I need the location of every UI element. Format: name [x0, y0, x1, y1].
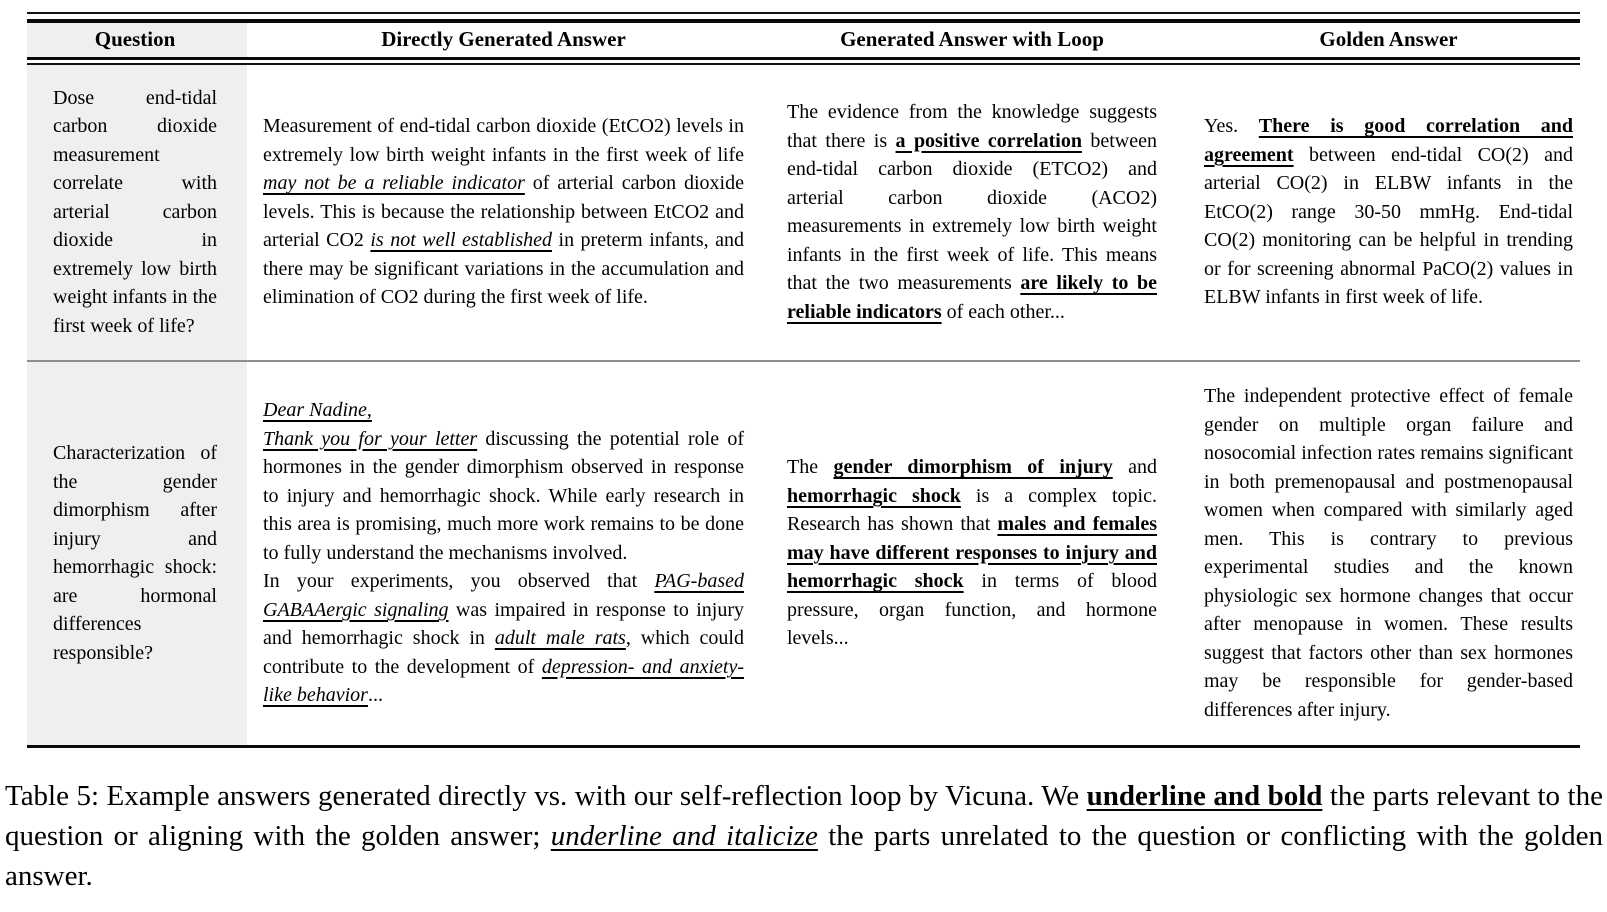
plain-text: In your experiments, you observed that [263, 570, 655, 593]
plain-text: is a complex topic. Research has shown that [787, 484, 1157, 536]
paragraph [263, 396, 744, 425]
header-question [27, 23, 247, 57]
direct-answer-cell [247, 65, 765, 360]
loop-answer-cell [765, 362, 1180, 745]
bold-underline-text: There is good correlation and agreement [1204, 115, 1574, 166]
header-direct-answer [247, 23, 765, 57]
bold-underline-text: gender dimorphism of injury [833, 456, 1113, 479]
italic-underline-text: is not well established [370, 229, 553, 252]
plain-text: ... [367, 684, 383, 707]
italic-underline-text: underline and italicize [550, 820, 818, 852]
plain-text: Dose end-tidal carbon dioxide measurement correlate with arterial carbon dioxide in extremely low birth weight infants in the first week of life? [53, 86, 217, 337]
direct-answer-cell [247, 362, 765, 745]
paragraph [53, 84, 217, 341]
golden-answer-cell [1180, 362, 1580, 745]
bold-underline-text: are likely to be reliable indicators [787, 272, 1157, 323]
table-row-1 [27, 65, 1580, 360]
italic-underline-text: may not be a reliable indicator [263, 172, 525, 195]
loop-answer-cell [765, 65, 1180, 360]
header-golden-answer [1180, 23, 1580, 57]
plain-text: The evidence from the knowledge suggests that there is [787, 101, 1157, 152]
paragraph [263, 112, 744, 312]
paragraph [53, 439, 217, 667]
plain-text: of arterial carbon dioxide levels. This is because the relationship between EtCO2 and arterial CO2 [263, 172, 744, 252]
plain-text: Measurement of end-tidal carbon dioxide (EtCO2) levels in extremely low birth weight infants in the first week of life [263, 115, 744, 166]
header-golden-answer-label: Golden Answer [1319, 27, 1458, 51]
plain-text: discussing the potential role of hormones in the gender dimorphism observed in response to injury and hemorrhagic shock. While early research in this area is promising, much more work remains to be done to fully understand the mechanisms involved. [263, 427, 744, 564]
italic-underline-text: adult male rats [494, 627, 626, 650]
plain-text: and [1112, 456, 1157, 479]
plain-text: of each other... [941, 300, 1065, 323]
header-question-label: Question [94, 27, 176, 51]
bottom-rule [27, 745, 1580, 749]
italic-underline-text: Dear Nadine, [263, 399, 372, 422]
golden-answer-cell [1180, 65, 1580, 360]
plain-text: , which could contribute to the development of [263, 627, 744, 678]
paragraph [787, 98, 1157, 326]
plain-text: Table 5: Example answers generated directly vs. with our self-reflection loop by Vicuna. We [5, 780, 1087, 812]
italic-underline-text: depression- and anxiety-like behavior [263, 655, 744, 707]
plain-text: the parts relevant to the question or aligning with the golden answer; [5, 780, 1603, 852]
results-table [27, 12, 1580, 748]
bold-underline-text: males and females may have different responses to injury and hemorrhagic shock [787, 513, 1157, 593]
header-row [27, 23, 1580, 57]
plain-text: was impaired in response to injury and hemorrhagic shock in [263, 598, 744, 650]
header-direct-answer-label: Directly Generated Answer [381, 27, 626, 51]
plain-text: between end-tidal CO(2) and arterial CO(2) in ELBW infants in the EtCO(2) range 30-50 mmHg. End-tidal CO(2) monitoring can be helpful in trending or for screening abnormal PaCO(2) values in ELBW infants in first week of life. [1204, 143, 1573, 309]
bold-underline-text: a positive correlation [895, 129, 1082, 152]
paragraph [5, 776, 1603, 896]
italic-underline-text: PAG-based GABAAergic signaling [263, 570, 744, 621]
header-loop-answer-label: Generated Answer with Loop [840, 27, 1104, 51]
paragraph [263, 425, 744, 568]
table-caption [5, 776, 1603, 896]
header-loop-answer [765, 23, 1180, 57]
plain-text: The [787, 456, 834, 479]
paragraph [1204, 382, 1573, 724]
bold-underline-text: hemorrhagic shock [787, 484, 961, 507]
table-row-2 [27, 362, 1580, 745]
plain-text: between end-tidal carbon dioxide (ETCO2) and arterial carbon dioxide (ACO2) measurements in extremely low birth weight infants in the first week of life. This means that the two measurements [787, 129, 1157, 294]
plain-text: The independent protective effect of female gender on multiple organ failure and nosocomial infection rates remains significant in both premenopausal and postmenopausal women when compared with similarly aged men. This is contrary to previous experimental studies and the known physiologic sex hormone changes that occur after menopause in women. These results suggest that factors other than sex hormones may be responsible for gender-based differences after injury. [1204, 385, 1573, 721]
plain-text: in terms of blood pressure, organ function, and hormone levels... [787, 570, 1157, 650]
plain-text: the parts unrelated to the question or conflicting with the golden answer. [5, 820, 1603, 892]
plain-text: in preterm infants, and there may be significant variations in the accumulation and elimination of CO2 during the first week of life. [263, 229, 745, 309]
paragraph [263, 567, 744, 710]
plain-text: Yes. [1204, 115, 1259, 138]
bold-underline-text: underline and bold [1086, 780, 1323, 812]
paragraph [1204, 112, 1573, 312]
paragraph [787, 453, 1157, 653]
plain-text: Characterization of the gender dimorphism after injury and hemorrhagic shock: are hormonal differences responsible? [53, 442, 217, 664]
question-cell [27, 65, 247, 360]
italic-underline-text: Thank you for your letter [263, 427, 478, 450]
question-cell [27, 362, 247, 745]
